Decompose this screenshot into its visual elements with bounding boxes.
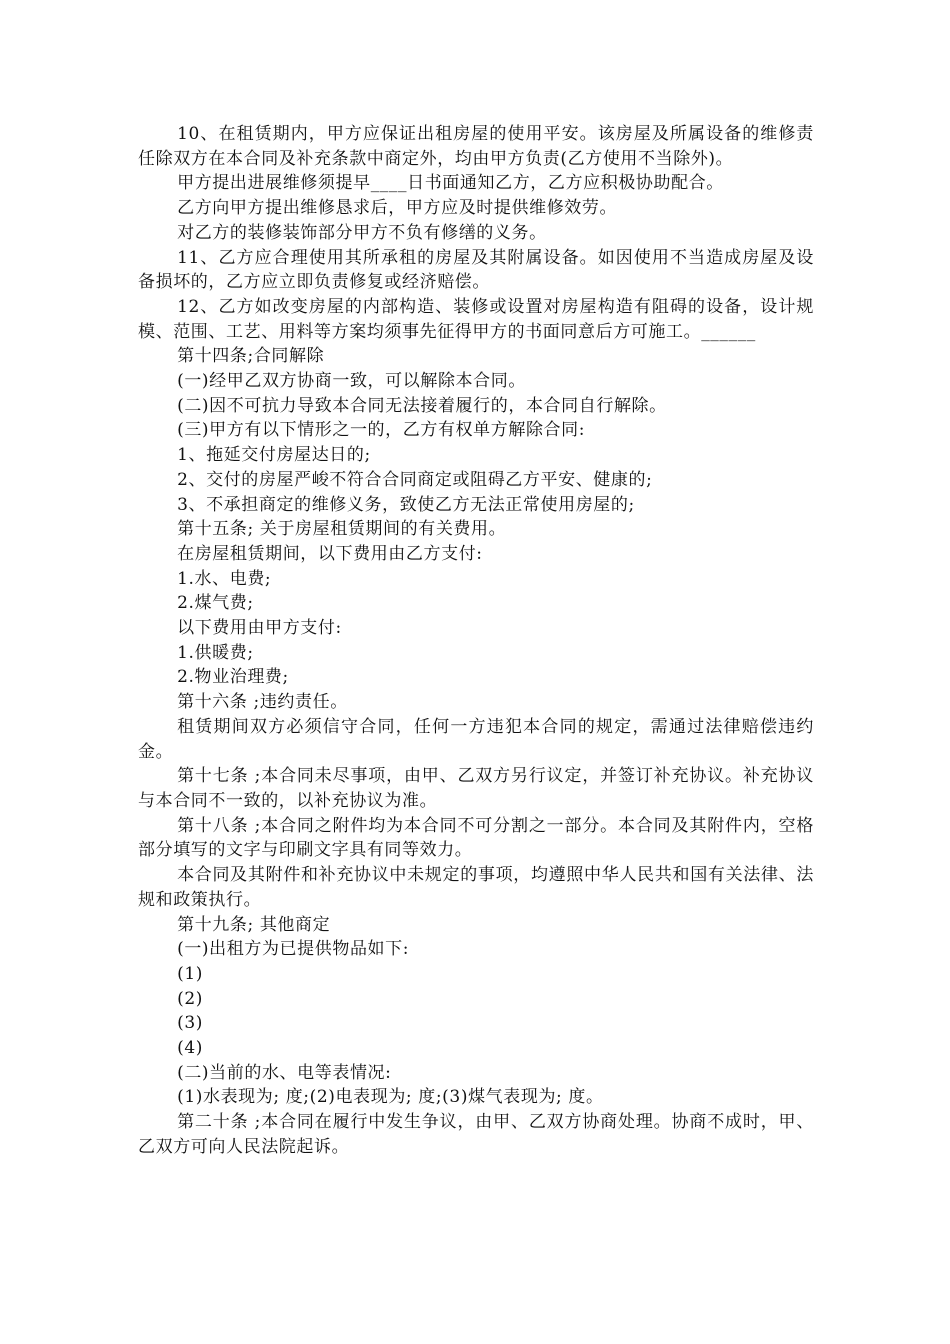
list-item: (3) xyxy=(177,1013,203,1034)
list-item: 3、不承担商定的维修义务，致使乙方无法正常使用房屋的; xyxy=(177,494,635,515)
list-item: 1、拖延交付房屋达日的; xyxy=(177,445,371,466)
list-item: 2.煤气费; xyxy=(177,593,254,614)
section-heading: 第十九条; 其他商定 xyxy=(177,914,331,935)
section-heading: 第十五条; 关于房屋租赁期间的有关费用。 xyxy=(177,519,507,540)
paragraph: 10、在租赁期内，甲方应保证出租房屋的使用平安。该房屋及所属设备的维修责任除双方在本合同及补充条款中商定外，均由甲方负责(乙方使用不当除外)。 xyxy=(138,124,814,169)
paragraph: 第二十条 ;本合同在履行中发生争议，由甲、乙双方协商处理。协商不成时，甲、乙双方可向人民法院起诉。 xyxy=(138,1112,814,1157)
paragraph: 租赁期间双方必须信守合同，任何一方违犯本合同的规定，需通过法律赔偿违约金。 xyxy=(138,716,814,762)
list-item: 1.供暖费; xyxy=(177,642,254,663)
paragraph: 本合同及其附件和补充协议中未规定的事项，均遵照中华人民共和国有关法律、法规和政策执行。 xyxy=(138,865,814,910)
paragraph: 12、乙方如改变房屋的内部构造、装修或设置对房屋构造有阻碍的设备，设计规模、范围、工艺、用料等方案均须事先征得甲方的书面同意后方可施工。______ xyxy=(138,296,814,342)
list-item: 2、交付的房屋严峻不符合合同商定或阻碍乙方平安、健康的; xyxy=(177,469,653,490)
list-item: 1.水、电费; xyxy=(177,568,272,589)
paragraph: 第十八条 ;本合同之附件均为本合同不可分割之一部分。本合同及其附件内，空格部分填写的文字与印刷文字具有同等效力。 xyxy=(138,815,814,861)
paragraph: 在房屋租赁期间，以下费用由乙方支付: xyxy=(177,543,483,564)
list-item: 2.物业治理费; xyxy=(177,667,289,688)
paragraph: 对乙方的装修装饰部分甲方不负有修缮的义务。 xyxy=(177,222,547,243)
list-item: (2) xyxy=(177,988,203,1009)
paragraph: 第十七条 ;本合同未尽事项，由甲、乙双方另行议定，并签订补充协议。补充协议与本合同不一致的，以补充协议为准。 xyxy=(138,766,814,811)
paragraph: (一)出租方为已提供物品如下: xyxy=(177,939,410,960)
section-heading: 第十四条;合同解除 xyxy=(177,346,325,367)
paragraph: (一)经甲乙双方协商一致，可以解除本合同。 xyxy=(177,371,526,392)
paragraph: 乙方向甲方提出维修恳求后，甲方应及时提供维修效劳。 xyxy=(177,198,618,219)
document-body xyxy=(138,122,814,1160)
paragraph: (三)甲方有以下情形之一的，乙方有权单方解除合同: xyxy=(177,420,586,441)
list-item: (1) xyxy=(177,963,203,984)
paragraph: 11、乙方应合理使用其所承租的房屋及其附属设备。如因使用不当造成房屋及设备损坏的，乙方应立即负责修复或经济赔偿。 xyxy=(138,247,814,293)
paragraph: 以下费用由甲方支付: xyxy=(177,618,342,639)
paragraph: 甲方提出进展维修须提早____日书面通知乙方，乙方应积极协助配合。 xyxy=(177,173,724,194)
list-item: (4) xyxy=(177,1038,203,1059)
paragraph: (1)水表现为; 度;(2)电表现为; 度;(3)煤气表现为; 度。 xyxy=(177,1087,604,1108)
paragraph: (二)因不可抗力导致本合同无法接着履行的，本合同自行解除。 xyxy=(177,395,667,416)
paragraph: (二)当前的水、电等表情况: xyxy=(177,1062,392,1083)
section-heading: 第十六条 ;违约责任。 xyxy=(177,692,348,713)
